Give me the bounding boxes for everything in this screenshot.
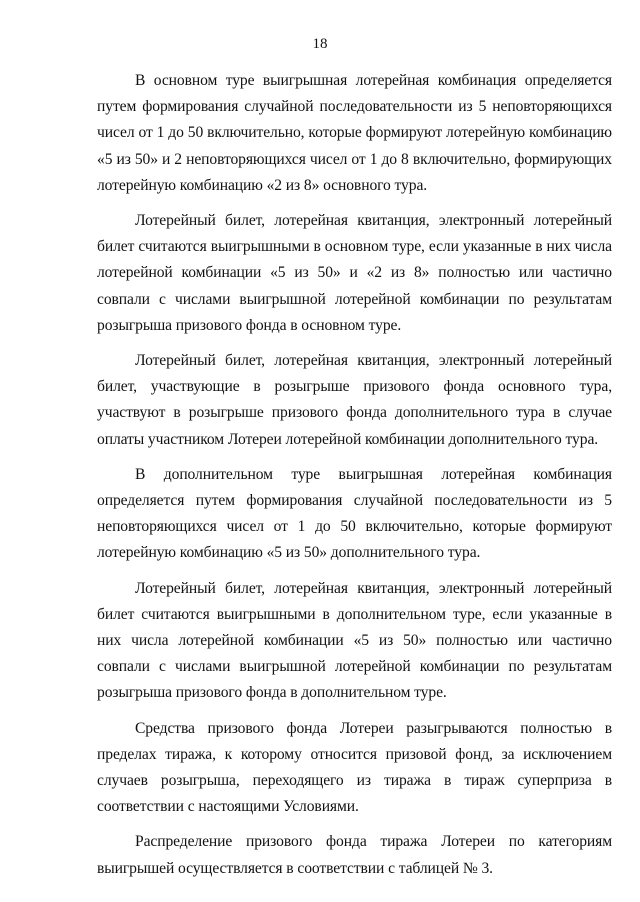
paragraph-additional-tour-combination: В дополнительном туре выигрышная лотерейная комбинация определяется путем формирования случайной последовательности из 5 неповторяющихся чисел от 1 до 50 включительно, которые формируют лотерейную комбинацию «5 из 50» дополнительного тура. — [97, 465, 612, 562]
paragraph-prize-categories: Распределение призового фонда тиража Лотереи по категориям выигрышей осуществляется в соответствии с таблицей № 3. — [97, 833, 612, 877]
body-text — [97, 68, 612, 891]
paragraph-main-tour-combination: В основном туре выигрышная лотерейная комбинация определяется путем формирования случайной последовательности из 5 неповторяющихся чисел от 1 до 50 включительно, которые формируют лотерейную комбинацию «5 из 50» и 2 неповторяющихся чисел от 1 до 8 включительно, формирующих лотерейную комбинацию «2 из 8» основного тура. — [97, 72, 612, 194]
paragraph-additional-tour-participation: Лотерейный билет, лотерейная квитанция, электронный лотерейный билет, участвующие в розыгрыше призового фонда основного тура, участвуют в розыгрыше призового фонда дополнительного тура в случае оплаты участником Лотереи лотерейной комбинации дополнительного тура. — [97, 352, 612, 448]
paragraph-additional-tour-winning: Лотерейный билет, лотерейная квитанция, электронный лотерейный билет считаются выигрышными в дополнительном туре, если указанные в них числа лотерейной комбинации «5 из 50» полностью или частично совпали с числами выигрышной лотерейной комбинации по результатам розыгрыша призового фонда в дополнительном туре. — [97, 579, 612, 702]
page-number: 18 — [312, 36, 328, 52]
paragraph-prize-fund-distribution: Средства призового фонда Лотереи разыгрываются полностью в пределах тиража, к которому относится призовой фонд, за исключением случаев розыгрыша, переходящего из тиража в тираж суперприза в соответствии с настоящими Условиями. — [97, 719, 612, 816]
paragraph-main-tour-winning: Лотерейный билет, лотерейная квитанция, электронный лотерейный билет считаются выигрышными в основном туре, если указанные в них числа лотерейной комбинации «5 из 50» и «2 из 8» полностью или частично совпали с числами выигрышной лотерейной комбинации по результатам розыгрыша призового фонда в основном туре. — [97, 212, 612, 334]
